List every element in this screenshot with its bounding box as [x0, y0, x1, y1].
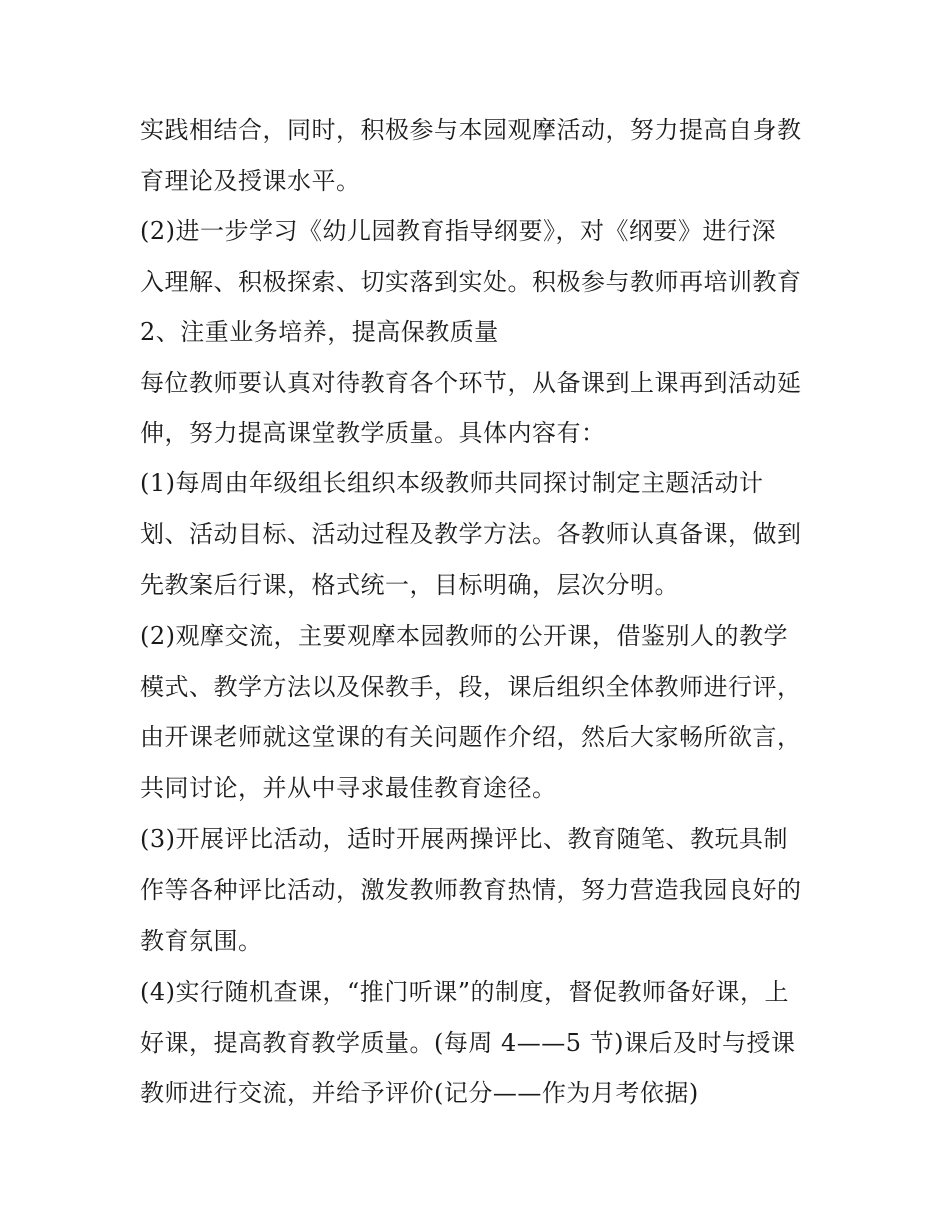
text-line: (2)进一步学习《幼儿园教育指导纲要》，对《纲要》进行深: [140, 217, 776, 245]
text-line: (3)开展评比活动，适时开展两操评比、教育随笔、教玩具制: [140, 825, 788, 853]
text-line: (4)实行随机查课，“推门听课”的制度，督促教师备好课，上: [140, 978, 790, 1006]
text-line: (2)观摩交流，主要观摩本园教师的公开课，借鉴别人的教学: [140, 622, 788, 650]
text-line: 教育氛围。: [140, 927, 263, 955]
text-line: 模式、教学方法以及保教手，段，课后组织全体教师进行评，: [140, 673, 802, 701]
text-line: 作等各种评比活动，激发教师教育热情，努力营造我园良好的: [140, 876, 802, 904]
text-line: 实践相结合，同时，积极参与本园观摩活动，努力提高自身教: [140, 116, 802, 144]
text-line: 先教案后行课，格式统一，目标明确，层次分明。: [140, 571, 679, 599]
text-line: 教师进行交流，并给予评价(记分——作为月考依据): [140, 1079, 699, 1107]
text-line: 划、活动目标、活动过程及教学方法。各教师认真备课，做到: [140, 520, 802, 548]
text-line: 由开课老师就这堂课的有关问题作介绍，然后大家畅所欲言，: [140, 723, 802, 751]
text-line: 伸，努力提高课堂教学质量。具体内容有：: [140, 419, 606, 447]
section-heading: 2、注重业务培养，提高保教质量: [140, 318, 499, 346]
text-line: 每位教师要认真对待教育各个环节，从备课到上课再到活动延: [140, 369, 802, 397]
text-line: 育理论及授课水平。: [140, 167, 361, 195]
text-line: 共同讨论，并从中寻求最佳教育途径。: [140, 774, 557, 802]
text-line: (1)每周由年级组长组织本级教师共同探讨制定主题活动计: [140, 469, 764, 497]
text-line: 入理解、积极探索、切实落到实处。积极参与教师再培训教育: [140, 268, 802, 296]
text-line: 好课，提高教育教学质量。(每周 4——5 节)课后及时与授课: [140, 1029, 796, 1057]
